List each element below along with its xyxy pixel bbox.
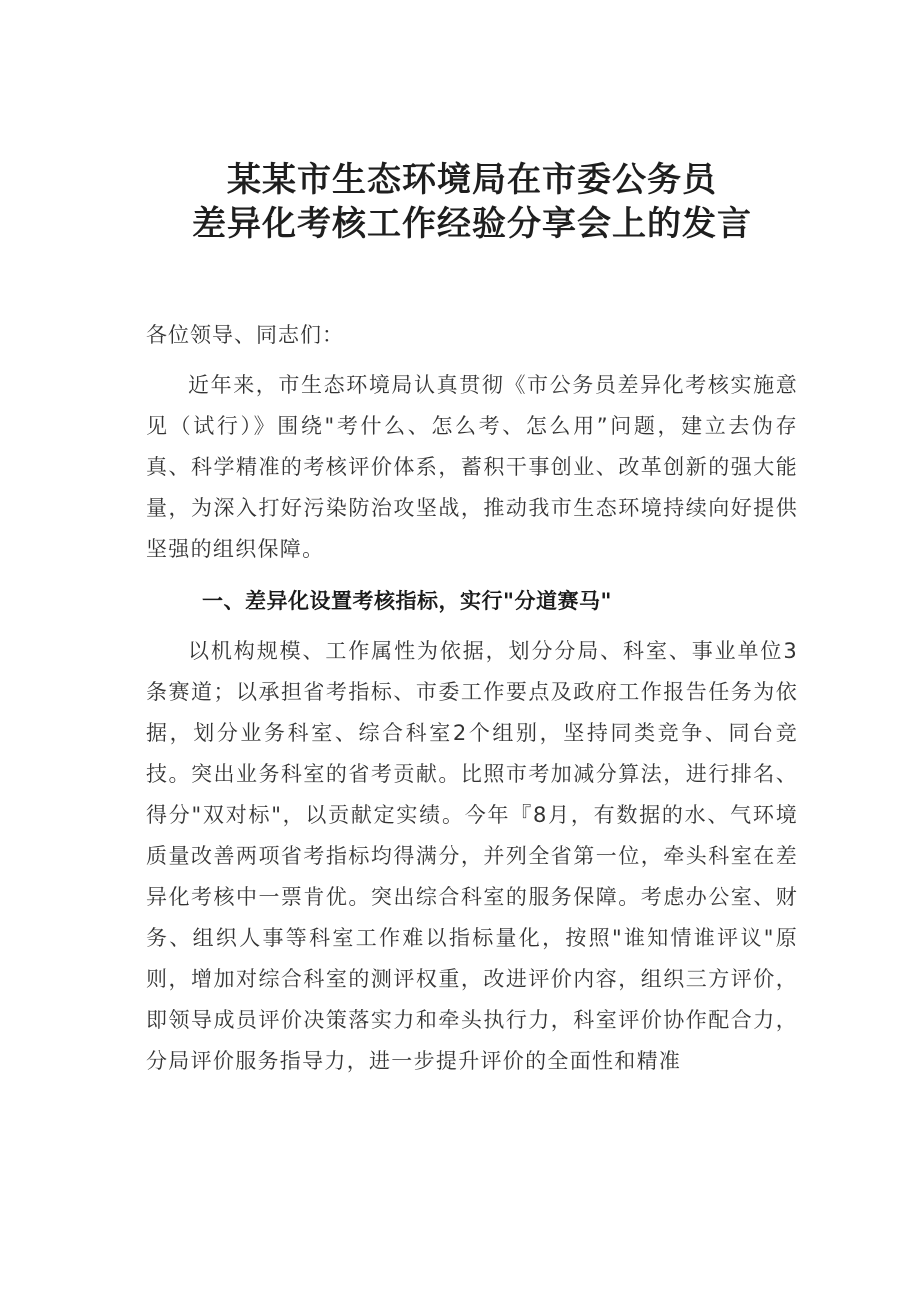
document-title [146, 158, 798, 246]
title-line-1: 某某市生态环境局在市委公务员 [227, 160, 717, 200]
intro-paragraph: 近年来，市生态环境局认真贯彻《市公务员差异化考核实施意见（试行）》围绕"考什么、怎么考、怎么用”问题，建立去伪存真、科学精准的考核评价体系，蓄积干事创业、改革创新的强大能量，为深入打好污染防治攻坚战，推动我市生态环境持续向好提供坚强的组织保障。 [146, 373, 798, 561]
title-line-2: 差异化考核工作经验分享会上的发言 [192, 204, 752, 244]
section-1-paragraph: 以机构规模、工作属性为依据，划分分局、科室、事业单位3条赛道；以承担省考指标、市委工作要点及政府工作报告任务为依据，划分业务科室、综合科室2个组别，坚持同类竞争、同台竞技。突出业务科室的省考贡献。比照市考加减分算法，进行排名、得分"双对标"，以贡献定实绩。今年『8月，有数据的水、气环境质量改善两项省考指标均得满分，并列全省第一位，牵头科室在差异化考核中一票肯优。突出综合科室的服务保障。考虑办公室、财务、组织人事等科室工作难以指标量化，按照"谁知情谁评议"原则，增加对综合科室的测评权重，改进评价内容，组织三方评价，即领导成员评价决策落实力和牵头执行力，科室评价协作配合力，分局评价服务指导力，进一步提升评价的全面性和精准 [146, 639, 798, 1073]
section-1-heading: 一、差异化设置考核指标，实行"分道赛马" [202, 589, 612, 613]
greeting: 各位领导、同志们： [146, 323, 344, 347]
